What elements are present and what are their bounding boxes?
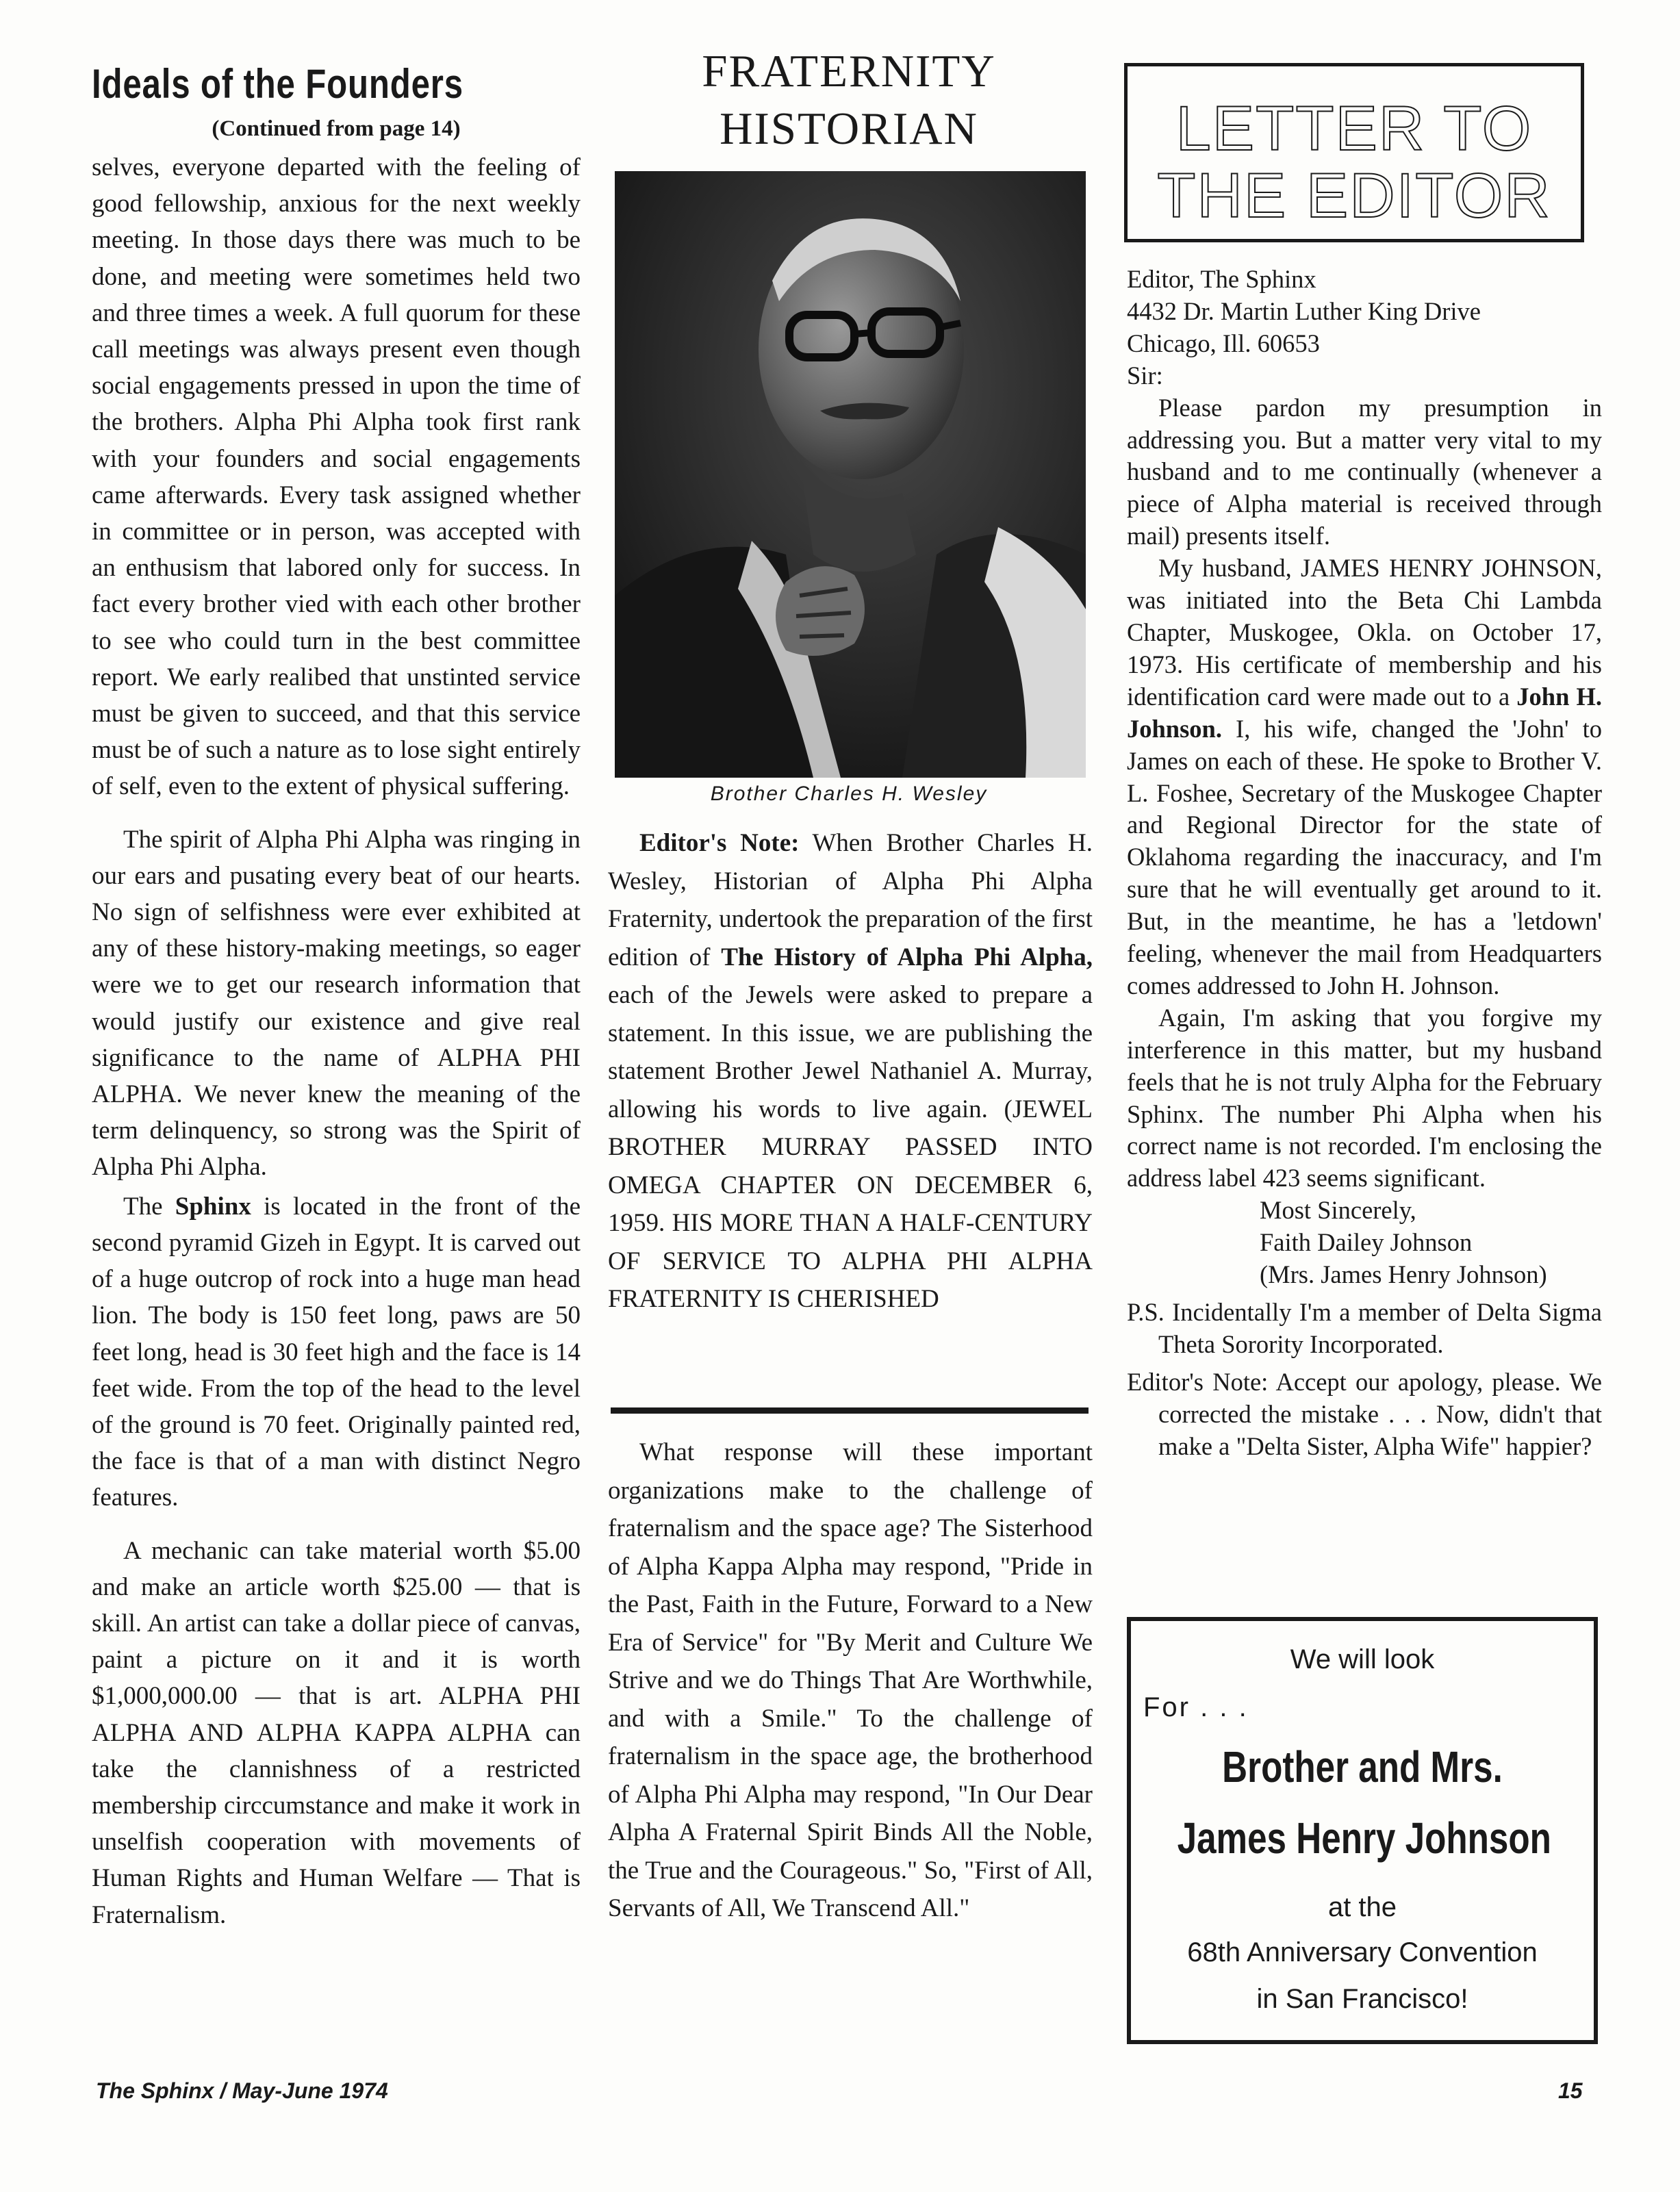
ad-name-line2: James Henry Johnson	[1177, 1813, 1551, 1863]
page-number: 15	[1558, 2078, 1583, 2103]
portrait-photo	[615, 171, 1086, 778]
letter-p2-rest: I, his wife, changed the 'John' to James on each of these. He spoke to Brother V. L. Foshee, Secretary of the Muskogee Chapter and Regional Director for the state of Oklahoma regarding the inaccuracy, and I'm sure that he will eventually get around to it. But, in the meantime, he has a 'letdown' feeling, whenever the mail from Headquarters comes addressed to John H. Johnson.	[1127, 714, 1602, 999]
ad-line-convention: 68th Anniversary Convention	[1187, 1937, 1538, 1967]
ideals-paragraph-4: A mechanic can take material worth $5.00 and make an article worth $25.00 — that is skill. An artist can take a dollar piece of canvas, paint a picture on it and it is worth $1,000,000.00 — that is art. ALPHA PHI ALPHA AND ALPHA KAPPA ALPHA can take the clannishness of a restricted membership circcumstance and make it work in unselfish cooperation with movements of Human Rights and Human Welfare — That is Fraternalism.	[92, 1536, 581, 1929]
letter-paragraph-3: Again, I'm asking that you forgive my interference in this matter, but my husband feels that he is not truly Alpha for the February Sphinx. The number Phi Alpha when his correct name is not recorded. I'm enclosing the address label 423 seems significant.	[1127, 1003, 1602, 1193]
history-title-bold: The History of Alpha Phi Alpha,	[721, 943, 1093, 971]
editors-note-rest: each of the Jewels were asked to prepare a statement. In this issue, we are publishing the statement Brother Jewel Nathaniel A. Murray, allowing his words to live again. (JEWEL BROTHER MURRAY PASSED INTO OMEGA CHAPTER ON DECEMBER 6, 1959. HIS MORE THAN A HALF-CENTURY OF SERVICE TO ALPHA PHI ALPHA FRATERNITY IS CHERISHED	[608, 981, 1093, 1313]
historian-heading-line2: HISTORIAN	[720, 103, 978, 154]
name-bold: John H. Johnson.	[1127, 682, 1602, 743]
letter-address-line2: 4432 Dr. Martin Luther King Drive	[1127, 296, 1481, 325]
ideals-p3-rest: is located in the front of the second pyramid Gizeh in Egypt. It is carved out of a huge outcrop of rock into a huge man head lion. The body is 150 feet long, paws are 50 feet long, head is 30 feet high and the face is 14 feet wide. From the top of the head to the level of the ground is 70 feet. Originally painted red, the face is that of a man with distinct Negro features.	[92, 1192, 581, 1512]
letter-heading-line2: THE EDITOR	[1157, 161, 1551, 231]
ideals-p3-start: The	[123, 1192, 175, 1221]
fraternalism-paragraph: What response will these important organizations make to the challenge of fraternalism and the space age? The Sisterhood of Alpha Kappa Alpha may respond, "Pride in the Past, Faith in the Future, Forward to a New Era of Service" for "By Merit and Culture We Strive and we do Things That Are Worthwhile, and with a Smile." To the challenge of fraternalism in the space age, the brotherhood of Alpha Phi Alpha may respond, "In Our Dear Alpha A Fraternal Spirit Binds All the Noble, the True and the Courageous." So, "First of All, Servants of All, We Transcend All."	[608, 1438, 1093, 1922]
letter-closing: Most Sincerely,	[1260, 1196, 1416, 1225]
portrait-illustration	[615, 171, 1086, 778]
letter-salutation: Sir:	[1127, 361, 1163, 390]
letter-paragraph-2	[1127, 552, 1602, 1002]
letter-heading	[1128, 95, 1581, 229]
ideals-article-body	[92, 149, 581, 1933]
editors-note-start: When Brother Charles H. Wesley, Historian of Alpha Phi Alpha Fraternity, undertook the preparation of the first edition of	[608, 829, 1093, 971]
letter-signature-note: (Mrs. James Henry Johnson)	[1260, 1260, 1547, 1289]
letter-postscript: P.S. Incidentally I'm a member of Delta Sigma Theta Sorority Incorporated.	[1127, 1298, 1602, 1358]
ideals-paragraph-2: The spirit of Alpha Phi Alpha was ringing in our ears and pusating every beat of our hearts. No sign of selfishness were ever exhibited at any of these history-making meetings, so eager were we to get our research information that would justify our existence and give real significance to the name of ALPHA PHI ALPHA. We never knew the meaning of the term delinquency, so strong was the Spirit of Alpha Phi Alpha.	[92, 825, 581, 1182]
continued-note: (Continued from page 14)	[212, 116, 461, 141]
letter-p2-start: My husband, JAMES HENRY JOHNSON, was initiated into the Beta Chi Lambda Chapter, Muskogee, Okla. on October 17, 1973. His certificate of membership and his identification card were made out to a	[1127, 554, 1602, 711]
fraternalism-body	[608, 1433, 1093, 1928]
ad-line-for: For . . .	[1143, 1692, 1249, 1722]
editors-note-label: Editor's Note:	[639, 829, 800, 857]
convention-ad	[1127, 1617, 1598, 2044]
historian-heading-line1: FRATERNITY	[702, 46, 996, 97]
ad-line-at: at the	[1327, 1892, 1397, 1922]
letter-signature: Faith Dailey Johnson	[1260, 1228, 1473, 1257]
letter-heading-box	[1124, 63, 1584, 242]
letter-paragraph-1: Please pardon my presumption in addressing you. But a matter very vital to my husband and to me continually (whenever a piece of Alpha material is received through mail) presents itself.	[1127, 393, 1602, 550]
historian-heading	[602, 42, 1095, 157]
letter-body	[1127, 264, 1602, 1463]
letter-address-line3: Chicago, Ill. 60653	[1127, 329, 1320, 357]
section-divider	[611, 1407, 1089, 1414]
ad-line-look: We will look	[1290, 1644, 1435, 1674]
ideals-paragraph-1: selves, everyone departed with the feeling of good fellowship, anxious for the next weekly meeting. In those days there was much to be done, and meeting were sometimes held two and three times a week. A full quorum for these call meetings was always present even though social engagements pressed in upon the time of the brothers. Alpha Phi Alpha took first rank with your founders and social engagements came afterwards. Every task assigned whether in committee or in person, was accepted with an enthusism that labored only for success. In fact every brother vied with each other brother to see who could turn in the best committee report. We early realibed that unstinted service must be given to succeed, and that this service must be of such a nature as to lose sight entirely of self, even to the extent of physical suffering.	[92, 153, 581, 801]
article-title: Ideals of the Founders	[92, 61, 463, 107]
editors-note	[608, 824, 1093, 1318]
sphinx-bold: Sphinx	[175, 1192, 251, 1221]
letter-address-line1: Editor, The Sphinx	[1127, 265, 1316, 293]
ad-name-line1: Brother and Mrs.	[1222, 1742, 1503, 1792]
letter-editors-reply: Editor's Note: Accept our apology, please. We corrected the mistake . . . Now, didn't that make a "Delta Sister, Alpha Wife" happier?	[1127, 1367, 1602, 1460]
footer-publication: The Sphinx / May-June 1974	[96, 2078, 388, 2103]
letter-heading-line1: LETTER TO	[1175, 94, 1533, 164]
photo-caption: Brother Charles H. Wesley	[710, 782, 988, 805]
editors-note-text	[608, 824, 1093, 1318]
ideals-paragraph-3	[92, 1188, 581, 1516]
ad-line-city: in San Francisco!	[1256, 1984, 1468, 2014]
